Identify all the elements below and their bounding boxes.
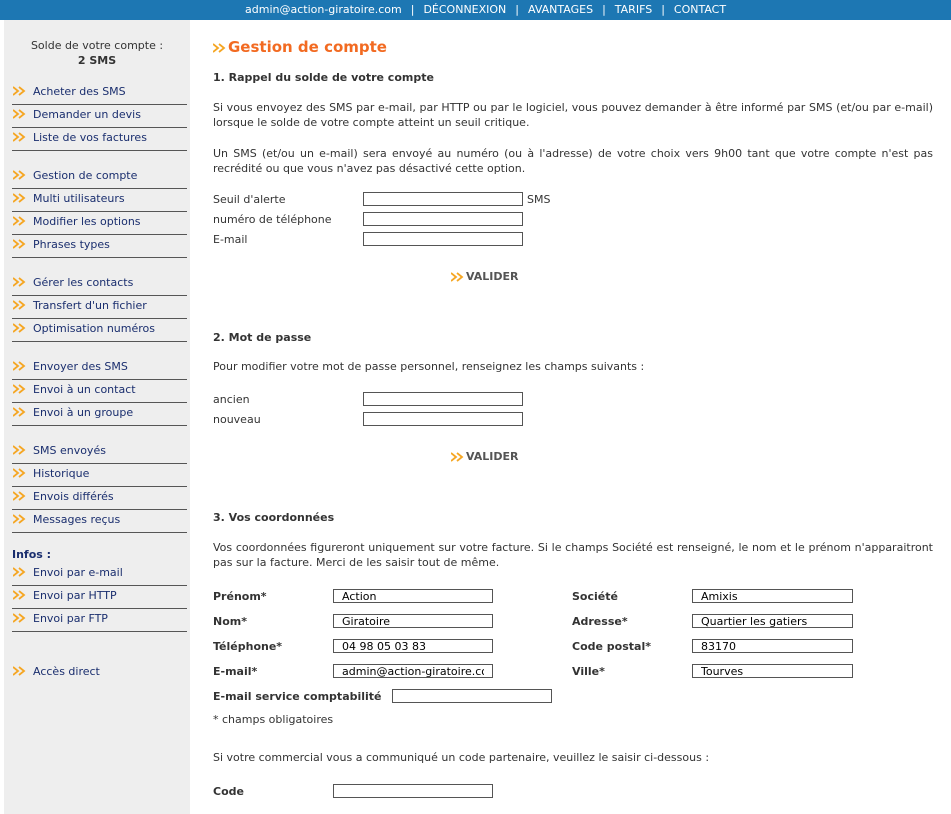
sidebar-item-scheduled[interactable]: [12, 487, 187, 510]
new-password-input[interactable]: [363, 412, 523, 426]
account-balance: [4, 38, 190, 68]
sidebar-item-send-sms[interactable]: [12, 357, 187, 380]
old-password-label: ancien: [213, 393, 250, 406]
double-chevron-icon: [13, 666, 26, 676]
sidebar-item-buy-sms[interactable]: [12, 82, 187, 105]
sidebar-item-label: Envoi à un contact: [33, 383, 136, 396]
infos-heading: Infos :: [12, 548, 52, 561]
partner-code-label: Code: [213, 785, 244, 798]
sidebar-item-send-ftp[interactable]: [12, 609, 187, 632]
sidebar-item-label: Envoi par e-mail: [33, 566, 123, 579]
section-balance-heading: 1. Rappel du solde de votre compte: [213, 71, 434, 84]
partner-code-description: Si votre commercial vous a communiqué un code partenaire, veuillez le saisir ci-dessous :: [213, 751, 710, 764]
sidebar-item-phrases[interactable]: [12, 235, 187, 258]
sidebar-item-send-email[interactable]: [12, 563, 187, 586]
sidebar-item-number-optimization[interactable]: [12, 319, 187, 342]
sidebar-item-send-contact[interactable]: [12, 380, 187, 403]
section-contact-description: Vos coordonnées figureront uniquement sur votre facture. Si le champs Société est renseigné, le nom et le prénom n'apparaitront pas sur la facture. Merci de les saisir tout de même.: [213, 541, 933, 569]
partner-code-input[interactable]: [333, 784, 493, 798]
balance-value: 2 SMS: [77, 54, 117, 67]
logout-link[interactable]: DÉCONNEXION: [423, 3, 507, 16]
company-input[interactable]: [692, 589, 853, 603]
sidebar-item-sent-sms[interactable]: [12, 441, 187, 464]
section-password-description: Pour modifier votre mot de passe personnel, renseignez les champs suivants :: [213, 360, 645, 373]
threshold-label: Seuil d'alerte: [213, 193, 286, 206]
double-chevron-icon: [13, 193, 26, 203]
email-label: E-mail*: [213, 665, 258, 678]
sidebar-item-account-management[interactable]: [12, 166, 187, 189]
double-chevron-icon: [13, 613, 26, 623]
alert-phone-input[interactable]: [363, 212, 523, 226]
company-label: Société: [572, 590, 618, 603]
accounting-email-input[interactable]: [392, 689, 552, 703]
sidebar-item-label: Accès direct: [33, 665, 100, 678]
double-chevron-icon: [13, 132, 26, 142]
double-chevron-icon: [13, 567, 26, 577]
page-title: [213, 38, 387, 56]
sidebar-item-label: Envoi par HTTP: [33, 589, 117, 602]
lastname-label: Nom*: [213, 615, 247, 628]
section-contact-heading: 3. Vos coordonnées: [213, 511, 335, 524]
sidebar-item-label: Gérer les contacts: [33, 276, 134, 289]
section-balance-description: Si vous envoyez des SMS par e-mail, par HTTP ou par le logiciel, vous pouvez demander à être informé par SMS (et/ou par e-mail) lorsque le solde de votre compte atteint un seuil critique.: [213, 101, 933, 129]
section-password-heading: 2. Mot de passe: [213, 331, 312, 344]
sidebar-item-label: Modifier les options: [33, 215, 141, 228]
double-chevron-icon: [13, 216, 26, 226]
alert-email-label: E-mail: [213, 233, 248, 246]
double-chevron-icon: [13, 514, 26, 524]
page-title-text: Gestion de compte: [228, 38, 387, 56]
alert-email-input[interactable]: [363, 232, 523, 246]
balance-label: Solde de votre compte :: [30, 39, 164, 52]
double-chevron-icon: [13, 491, 26, 501]
old-password-input[interactable]: [363, 392, 523, 406]
zip-label: Code postal*: [572, 640, 651, 653]
threshold-unit: SMS: [527, 193, 551, 206]
sidebar-item-history[interactable]: [12, 464, 187, 487]
sidebar-item-label: Envoi par FTP: [33, 612, 108, 625]
double-chevron-icon: [13, 277, 26, 287]
sidebar-item-label: SMS envoyés: [33, 444, 106, 457]
double-chevron-icon: [13, 445, 26, 455]
firstname-input[interactable]: [333, 589, 493, 603]
sidebar-item-label: Optimisation numéros: [33, 322, 155, 335]
email-input[interactable]: [333, 664, 493, 678]
sidebar-item-file-transfer[interactable]: [12, 296, 187, 319]
double-chevron-icon: [13, 170, 26, 180]
new-password-label: nouveau: [213, 413, 261, 426]
double-chevron-icon: [13, 323, 26, 333]
sidebar-item-multi-users[interactable]: [12, 189, 187, 212]
sidebar-item-label: Historique: [33, 467, 90, 480]
validate-alert-button[interactable]: [451, 270, 519, 283]
double-chevron-icon: [13, 361, 26, 371]
phone-input[interactable]: [333, 639, 493, 653]
firstname-label: Prénom*: [213, 590, 267, 603]
advantages-link[interactable]: AVANTAGES: [528, 3, 594, 16]
account-email-link[interactable]: admin@action-giratoire.com: [245, 3, 402, 16]
double-chevron-icon: [451, 452, 464, 462]
sidebar-item-send-group[interactable]: [12, 403, 187, 426]
double-chevron-icon: [13, 384, 26, 394]
required-fields-note: * champs obligatoires: [213, 713, 334, 726]
phone-label: Téléphone*: [213, 640, 283, 653]
city-label: Ville*: [572, 665, 605, 678]
sidebar-item-label: Multi utilisateurs: [33, 192, 125, 205]
address-input[interactable]: [692, 614, 853, 628]
sidebar-item-label: Envoyer des SMS: [33, 360, 128, 373]
sidebar-item-invoices[interactable]: [12, 128, 187, 151]
double-chevron-icon: [451, 272, 464, 282]
double-chevron-icon: [13, 300, 26, 310]
double-chevron-icon: [13, 86, 26, 96]
sidebar-item-label: Demander un devis: [33, 108, 141, 121]
alert-phone-label: numéro de téléphone: [213, 213, 332, 226]
double-chevron-icon: [13, 468, 26, 478]
top-navigation-bar: admin@action-giratoire.com | DÉCONNEXION | AVANTAGES | TARIFS | CONTACT: [0, 0, 951, 20]
pricing-link[interactable]: TARIFS: [614, 3, 653, 16]
sidebar-item-label: Envois différés: [33, 490, 114, 503]
zip-input[interactable]: [692, 639, 853, 653]
validate-password-button[interactable]: [451, 450, 519, 463]
address-label: Adresse*: [572, 615, 628, 628]
sidebar-item-contacts[interactable]: [12, 273, 187, 296]
double-chevron-icon: [213, 43, 226, 53]
sidebar-item-label: Phrases types: [33, 238, 110, 251]
validate-label: VALIDER: [466, 270, 519, 283]
double-chevron-icon: [13, 109, 26, 119]
sidebar-item-send-http[interactable]: [12, 586, 187, 609]
section-balance-description-2: Un SMS (et/ou un e-mail) sera envoyé au numéro (ou à l'adresse) de votre choix vers 9h00 tant que votre compte n'est pas recrédité ou que vous n'avez pas désactivé cette option.: [213, 147, 933, 175]
validate-label: VALIDER: [466, 450, 519, 463]
double-chevron-icon: [13, 239, 26, 249]
accounting-email-label: E-mail service comptabilité: [213, 690, 382, 703]
sidebar-item-label: Messages reçus: [33, 513, 121, 526]
threshold-input[interactable]: [363, 192, 523, 206]
city-input[interactable]: [692, 664, 853, 678]
double-chevron-icon: [13, 590, 26, 600]
sidebar-item-received[interactable]: [12, 510, 187, 533]
sidebar-item-label: Transfert d'un fichier: [33, 299, 147, 312]
sidebar-item-label: Liste de vos factures: [33, 131, 147, 144]
sidebar-item-label: Gestion de compte: [33, 169, 138, 182]
sidebar-item-label: Envoi à un groupe: [33, 406, 134, 419]
sidebar-item-label: Acheter des SMS: [33, 85, 126, 98]
sidebar-item-options[interactable]: [12, 212, 187, 235]
contact-link[interactable]: CONTACT: [673, 3, 727, 16]
lastname-input[interactable]: [333, 614, 493, 628]
sidebar-item-quote[interactable]: [12, 105, 187, 128]
double-chevron-icon: [13, 407, 26, 417]
sidebar-item-direct-access[interactable]: [12, 662, 187, 684]
sidebar: [4, 20, 190, 814]
